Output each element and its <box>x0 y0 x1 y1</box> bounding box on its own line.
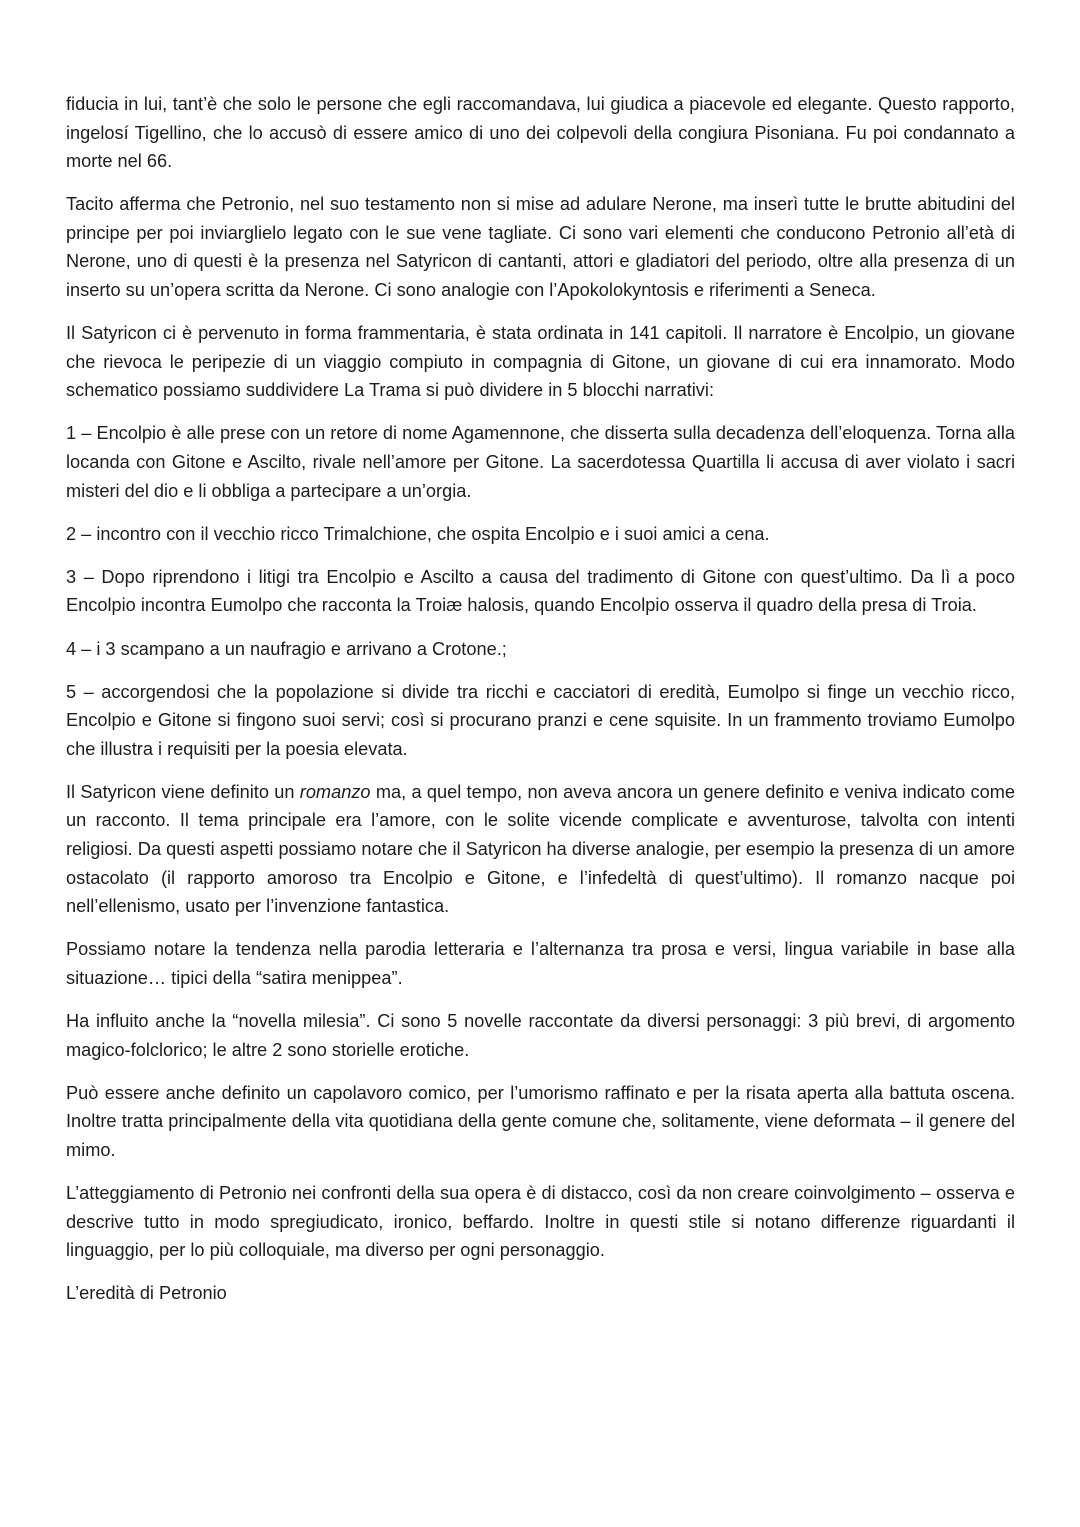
plot-block-5: 5 – accorgendosi che la popolazione si divide tra ricchi e cacciatori di eredità, Eumolpo si finge un vecchio ricco, Encolpio e Gitone si fingono suoi servi; così si procurano pranzi e cene squisite. In un frammento troviamo Eumolpo che illustra i requisiti per la poesia elevata. <box>66 681 1015 759</box>
paragraph-satyricon-intro: Il Satyricon ci è pervenuto in forma frammentaria, è stata ordinata in 141 capitoli. Il narratore è Encolpio, un giovane che rievoca le peripezie di un viaggio compiuto in compagnia di Gitone, un giovane di cui era innamorato. Modo schematico possiamo suddividere La Trama si può dividere in 5 blocchi narrativi: <box>66 323 1015 401</box>
paragraph-fiducia: fiducia in lui, tant’è che solo le persone che egli raccomandava, lui giudica a piacevole ed elegante. Questo rapporto, ingelosí Tigellino, che lo accusò di essere amico di uno dei colpevoli della congiura Pisoniana. Fu poi condannato a morte nel 66. <box>66 94 1015 172</box>
heading-eredita: L’eredità di Petronio <box>66 1283 227 1304</box>
paragraph-tacito: Tacito afferma che Petronio, nel suo testamento non si mise ad adulare Nerone, ma inserì tutte le brutte abitudini del principe per poi inviarglielo legato con le sue vene tagliate. Ci sono vari elementi che conducono Petronio all’età di Nerone, uno di questi è la presenza nel Satyricon di cantanti, attori e gladiatori del periodo, oltre alla presenza di un inserto su un’opera scritta da Nerone. Ci sono analogie con l’Apokolokyntosis e riferimenti a Seneca. <box>66 194 1015 301</box>
document-page <box>66 90 1015 1322</box>
plot-block-4: 4 – i 3 scampano a un naufragio e arrivano a Crotone.; <box>66 638 507 659</box>
paragraph-capolavoro-comico: Può essere anche definito un capolavoro comico, per l’umorismo raffinato e per la risata aperta alla battuta oscena. Inoltre tratta principalmente della vita quotidiana della gente comune che, solitamente, viene deformata – il genere del mimo. <box>66 1082 1015 1160</box>
paragraph-romanzo <box>66 778 1015 921</box>
plot-block-2: 2 – incontro con il vecchio ricco Trimalchione, che ospita Encolpio e i suoi amici a cena. <box>66 523 770 544</box>
paragraph-novella-milesia: Ha influito anche la “novella milesia”. Ci sono 5 novelle raccontate da diversi personaggi: 3 più brevi, di argomento magico-folclorico; le altre 2 sono storielle erotiche. <box>66 1011 1015 1060</box>
romanzo-text-before: Il Satyricon viene definito un <box>66 781 300 802</box>
paragraph-satira-menippea: Possiamo notare la tendenza nella parodia letteraria e l’alternanza tra prosa e versi, lingua variabile in base alla situazione… tipici della “satira menippea”. <box>66 939 1015 988</box>
paragraph-atteggiamento: L’atteggiamento di Petronio nei confronti della sua opera è di distacco, così da non creare coinvolgimento – osserva e descrive tutto in modo spregiudicato, ironico, beffardo. Inoltre in questi stile si notano differenze riguardanti il linguaggio, per lo più colloquiale, ma diverso per ogni personaggio. <box>66 1183 1015 1261</box>
plot-block-3: 3 – Dopo riprendono i litigi tra Encolpio e Ascilto a causa del tradimento di Gitone con quest’ultimo. Da lì a poco Encolpio incontra Eumolpo che racconta la Troiæ halosis, quando Encolpio osserva il quadro della presa di Troia. <box>66 566 1015 616</box>
romanzo-text-after: ma, a quel tempo, non aveva ancora un genere definito e veniva indicato come un racconto. Il tema principale era l’amore, con le solite vicende complicate e avventurose, talvolta con intenti religiosi. Da questi aspetti possiamo notare che il Satyricon ha diverse analogie, per esempio la presenza di un amore ostacolato (il rapporto amoroso tra Encolpio e Gitone, e l’infedeltà di quest’ultimo). Il romanzo nacque poi nell’ellenismo, usato per l’invenzione fantastica. <box>66 781 1015 917</box>
romanzo-emphasis: romanzo <box>299 781 371 802</box>
plot-block-1: 1 – Encolpio è alle prese con un retore di nome Agamennone, che disserta sulla decadenza dell’eloquenza. Torna alla locanda con Gitone e Ascilto, rivale nell’amore per Gitone. La sacerdotessa Quartilla li accusa di aver violato i sacri misteri del dio e li obbliga a partecipare a un’orgia. <box>66 423 1015 501</box>
